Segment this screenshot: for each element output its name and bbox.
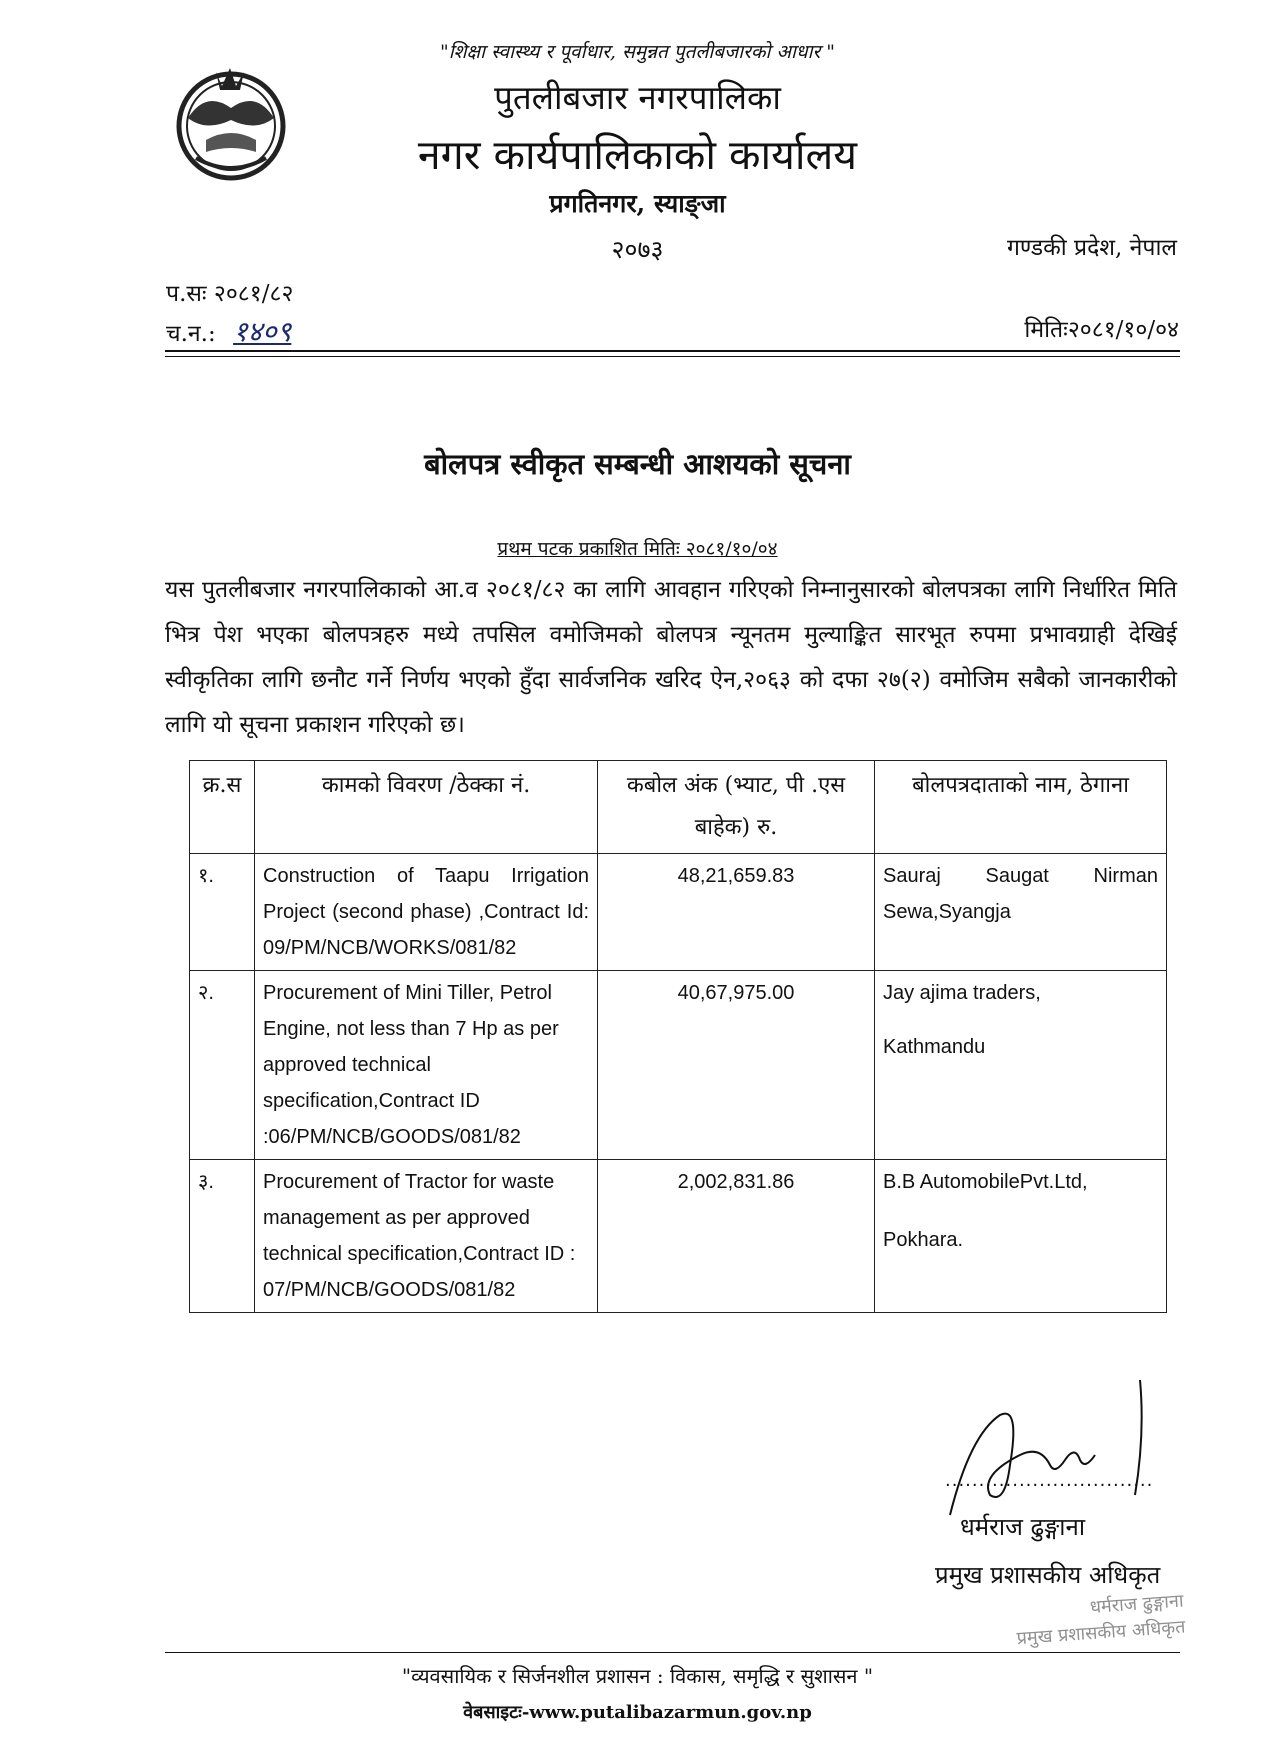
- first-published-date: प्रथम पटक प्रकाशित मितिः २०८१/१०/०४: [497, 538, 778, 560]
- cn-value: १४०९: [233, 315, 292, 348]
- date-value: २०८१/१०/०४: [1067, 317, 1179, 343]
- row-bidder: Sauraj Saugat Nirman Sewa,Syangja: [875, 854, 1167, 971]
- footer-slogan: "व्यवसायिक र सिर्जनशील प्रशासन : विकास, समृद्धि र सुशासन ": [401, 1664, 874, 1688]
- office-address: प्रगतिनगर, स्याङ्जा: [549, 189, 726, 218]
- motto: "शिक्षा स्वास्थ्य र पूर्वाधार, समुन्नत पुतलीबजारको आधार ": [439, 41, 836, 63]
- row-sn: २.: [190, 971, 255, 1160]
- bidder-address: Pokhara.: [883, 1229, 964, 1251]
- row-amount: 2,002,831.86: [598, 1160, 875, 1313]
- bidder-address: Kathmandu: [883, 1036, 986, 1058]
- date-label: मितिः: [1024, 317, 1068, 343]
- province: गण्डकी प्रदेश, नेपाल: [1006, 235, 1177, 261]
- header-divider: [165, 350, 1180, 352]
- signature-line: ...............................: [945, 1470, 1154, 1491]
- header-amount: कबोल अंक (भ्याट, पी .एस बाहेक) रु.: [598, 761, 875, 854]
- letter-ref-number: [166, 276, 293, 308]
- header-sn: क्र.स: [190, 761, 255, 854]
- notice-body: यस पुतलीबजार नगरपालिकाको आ.व २०८१/८२ का लागि आवहान गरिएको निम्नानुसारको बोलपत्रका लागि निर्धारित मिति भित्र पेश भएका बोलपत्रहरु मध्ये तपसिल वमोजिमको बोलपत्र न्यूनतम मुल्याङ्कित सारभूत रुपमा प्रभावग्राही देखिई स्वीकृतिका लागि छनौट गर्ने निर्णय भएको हुँदा सार्वजनिक खरिद ऐन,२०६३ को दफा २७(२) वमोजिम सबैको जानकारीको लागि यो सूचना प्रकाशन गरिएको छ।: [165, 577, 1177, 738]
- header-bidder: बोलपत्रदाताको नाम, ठेगाना: [875, 761, 1167, 854]
- dispatch-number: [166, 312, 291, 350]
- signature-scribble-icon: [930, 1375, 1150, 1525]
- row-amount: 48,21,659.83: [598, 854, 875, 971]
- bidder-name: Jay ajima traders,: [883, 982, 1041, 1004]
- row-desc: Construction of Taapu Irrigation Project (second phase) ,Contract Id: 09/PM/NCB/WORKS/081/82: [255, 854, 598, 971]
- row-amount: 40,67,975.00: [598, 971, 875, 1160]
- bidder-name: B.B AutomobilePvt.Ltd,: [883, 1171, 1088, 1193]
- letter-date: [1024, 312, 1179, 344]
- footer-website: वेबसाइटः-www.putalibazarmun.gov.np: [463, 1702, 812, 1723]
- row-bidder: [875, 971, 1167, 1160]
- stamp-title: प्रमुख प्रशासकीय अधिकृत: [1016, 1616, 1187, 1650]
- established-year: २०७३: [611, 235, 664, 264]
- ps-value: २०८१/८२: [213, 281, 294, 307]
- row-desc: Procurement of Tractor for waste management as per approved technical specification,Contract ID : 07/PM/NCB/GOODS/081/82: [255, 1160, 598, 1313]
- header-desc: कामको विवरण /ठेक्का नं.: [255, 761, 598, 854]
- office-name: नगर कार्यपालिकाको कार्यालय: [417, 131, 858, 179]
- cn-label: च.न.:: [166, 321, 216, 347]
- header-divider-thin: [165, 356, 1180, 357]
- ps-label: प.सः: [166, 281, 207, 307]
- footer-divider: [165, 1652, 1180, 1653]
- table-row: [190, 854, 1167, 971]
- table-header-row: [190, 761, 1167, 854]
- bid-table: [189, 760, 1167, 1313]
- table-row: [190, 971, 1167, 1160]
- table-row: [190, 1160, 1167, 1313]
- row-bidder: [875, 1160, 1167, 1313]
- row-desc: Procurement of Mini Tiller, Petrol Engine, not less than 7 Hp as per approved technical specification,Contract ID :06/PM/NCB/GOODS/081/82: [255, 971, 598, 1160]
- row-sn: ३.: [190, 1160, 255, 1313]
- signatory-title: प्रमुख प्रशासकीय अधिकृत: [935, 1561, 1161, 1589]
- notice-title: बोलपत्र स्वीकृत सम्बन्धी आशयको सूचना: [424, 447, 851, 481]
- signatory-name: धर्मराज ढुङ्गाना: [960, 1513, 1086, 1541]
- stamp-name: धर्मराज ढुङ्गाना: [1089, 1590, 1185, 1619]
- municipality-name: पुतलीबजार नगरपालिका: [494, 78, 781, 117]
- row-sn: १.: [190, 854, 255, 971]
